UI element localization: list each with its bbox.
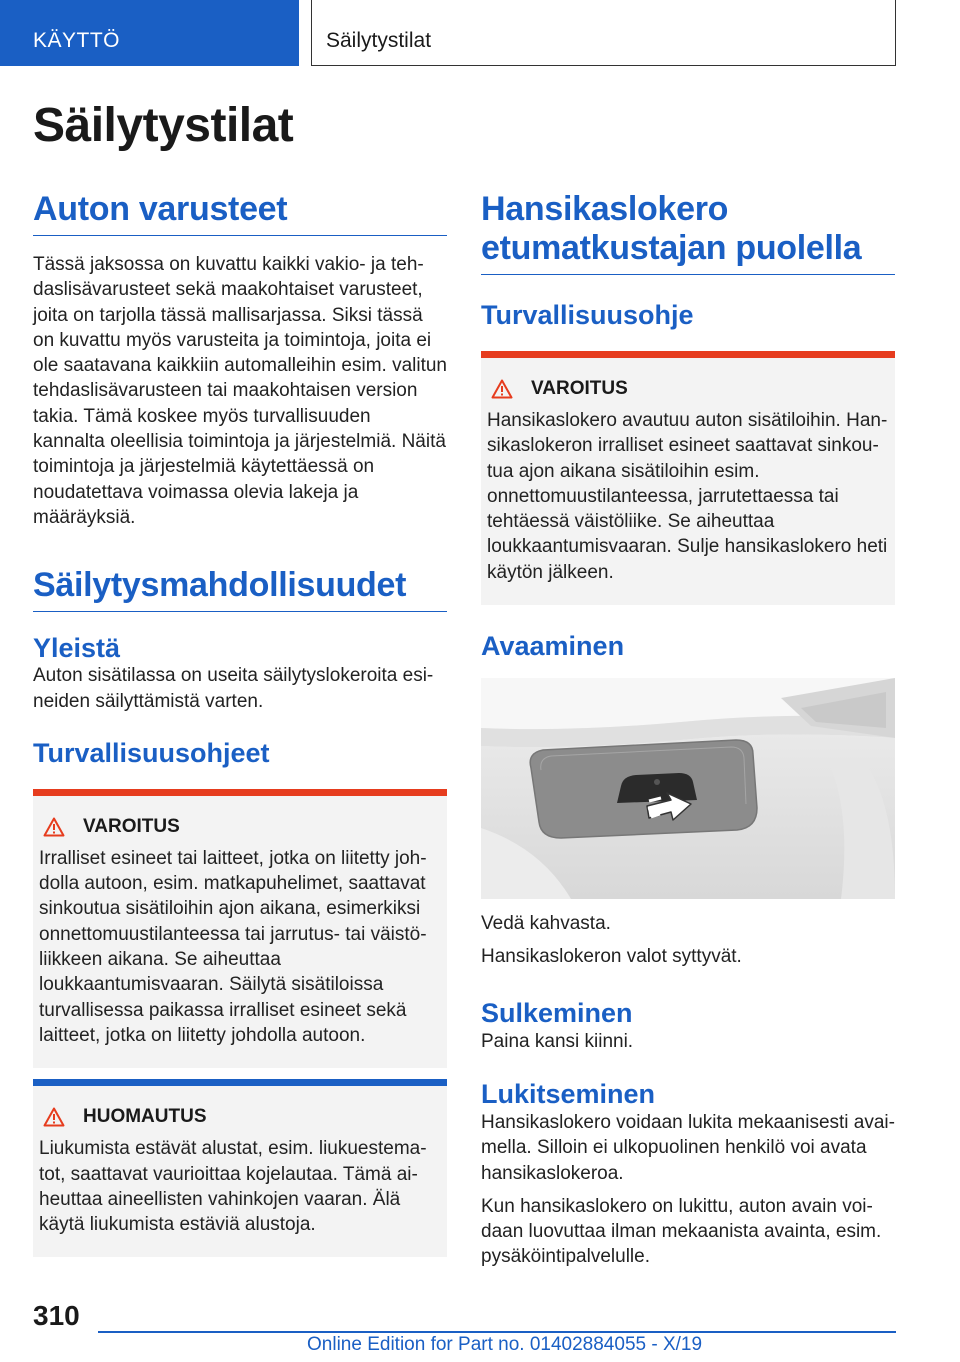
heading-general: Yleistä	[33, 633, 121, 664]
paragraph-closing: Paina kansi kiinni.	[481, 1030, 634, 1052]
paragraph-lights-on: Hansikaslokeron valot syttyvät.	[481, 946, 742, 968]
warning-box	[33, 789, 447, 1068]
footer-edition: Online Edition for Part no. 01402884055 - X/19	[307, 1334, 703, 1355]
section-label: Säilytystilat	[326, 29, 432, 52]
paragraph-equipment: Tässä jaksossa on kuvattu kaikki vakio- ja tehdaslisävarusteet sekä maakohtaiset varusteet, joita on tarjolla tässä mallisarjassa. Siksi tässä on kuvattu myös varusteita ja toimintoja, joita ei ole saatavana kaikkiin automalleihin esim. valitun tehdaslisävarusteen tai maakohtaisen version takia. Tämä koskee myös turvallisuuden kannalta oleellisia toimintoja ja järjestelmiä. Näitä toimintoja ja järjestelmiä käytettäessä on noudatettava voimassa olevia lakeja ja määräyksiä.	[33, 254, 448, 528]
page-number: 310	[33, 1300, 80, 1331]
warning-header	[39, 816, 441, 838]
heading-closing: Sulkeminen	[481, 997, 633, 1028]
heading-equipment: Auton varusteet	[33, 190, 447, 236]
footer-divider	[98, 1331, 896, 1333]
notice-header	[39, 1106, 441, 1128]
section-header	[311, 0, 896, 66]
warning-triangle-icon	[43, 1107, 65, 1127]
glovebox-illustration	[481, 678, 895, 899]
heading-opening: Avaaminen	[481, 631, 625, 662]
glovebox-warning-header	[487, 378, 889, 400]
heading-glovebox: Hansikaslokero etumatkustajan puolella	[481, 190, 895, 275]
notice-text: Liukumista estävät alustat, esim. liukuestematot, saattavat vaurioittaa kojelautaa. Tämä aiheuttaa aineellisten vahinkojen vaaran. Älä käytä liukumista estäviä alustoja.	[39, 1138, 427, 1236]
paragraph-pull-handle: Vedä kahvasta.	[481, 913, 611, 935]
glovebox-warning-title: VAROITUS	[531, 378, 628, 399]
notice-box	[33, 1079, 447, 1257]
left-column	[33, 190, 447, 1257]
warning-triangle-icon	[491, 379, 513, 399]
glovebox-warning-text: Hansikaslokero avautuu auton sisätiloihin. Hansikaslokeron irralliset esineet saattavat sinkoutua ajon aikana sisätiloihin esim. onnettomuustilanteessa, jarrutettaessa tai tehtäessä väistöliike. Se aiheuttaa loukkaantumisvaaran. Sulje hansikaslokero heti käytön jälkeen.	[487, 410, 888, 583]
heading-safety-instructions: Turvallisuusohjeet	[33, 737, 270, 768]
notice-title: HUOMAUTUS	[83, 1106, 207, 1128]
warning-title: VAROITUS	[83, 815, 180, 837]
page-title: Säilytystilat	[33, 99, 294, 152]
chapter-label: KÄYTTÖ	[33, 29, 121, 52]
paragraph-locking-2: Kun hansikaslokero on lukittu, auton avain voidaan luovuttaa ilman mekaanista avainta, esim. pysäköintipalvelulle.	[481, 1195, 882, 1268]
heading-safety-instruction: Turvallisuusohje	[481, 300, 694, 330]
heading-locking: Lukitseminen	[481, 1078, 656, 1109]
warning-text: Irralliset esineet tai laitteet, jotka on liitetty johdolla autoon, esim. matkapuhelimet, saattavat sinkoutua sisätiloihin ajon aikana, esimerkiksi onnettomuustilanteessa tai jarrutus- tai väistöliikkeen aikana. Se aiheuttaa loukkaantumisvaaran. Säilytä sisätiloissa turvallisessa paikassa irralliset esineet sekä laitteet, jotka on liitetty johdolla autoon.	[39, 847, 427, 1046]
paragraph-general: Auton sisätilassa on useita säilytyslokeroita esineiden säilyttämistä varten.	[33, 665, 434, 712]
glovebox-photo	[481, 678, 895, 899]
warning-triangle-icon	[43, 817, 65, 837]
chapter-tab	[0, 0, 299, 66]
right-column	[481, 190, 895, 1270]
heading-storage: Säilytysmahdollisuudet	[33, 566, 447, 612]
glovebox-warning-box	[481, 351, 895, 605]
paragraph-locking-1: Hansikaslokero voidaan lukita mekaanisesti avaimella. Silloin ei ulkopuolinen henkilö voi avata hansikaslokeroa.	[481, 1111, 895, 1184]
